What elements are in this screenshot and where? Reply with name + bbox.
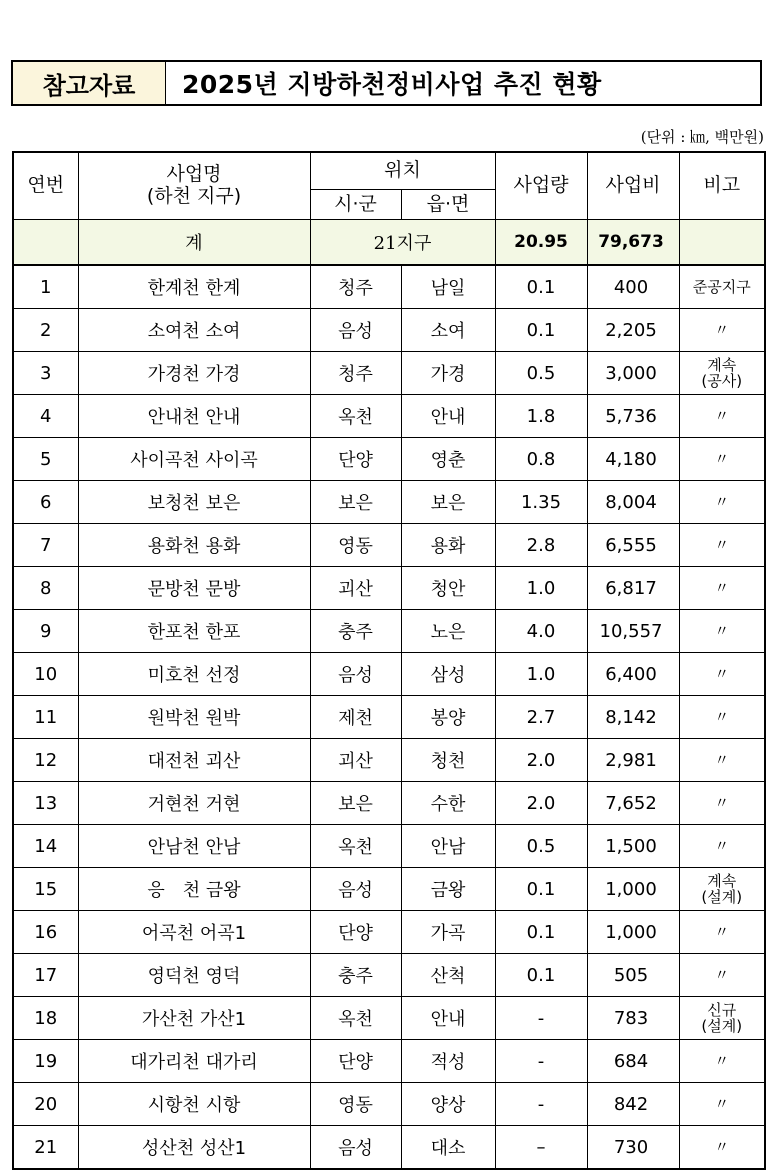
- row-cost: 6,817: [587, 567, 679, 610]
- row-river: 성산천: [141, 1138, 195, 1159]
- row-project-name: [78, 524, 310, 567]
- row-town: 가경: [401, 352, 495, 395]
- row-amount: 0.5: [495, 352, 587, 395]
- row-river: 가산천: [141, 1009, 195, 1030]
- row-amount: 0.1: [495, 954, 587, 997]
- table-row: [13, 610, 765, 653]
- row-remark-line1: 〃: [714, 1137, 730, 1156]
- row-amount: 0.1: [495, 309, 587, 352]
- row-river: 문방천: [147, 579, 200, 600]
- header-name-line1: 사업명: [166, 163, 222, 186]
- row-river: 미호천: [147, 665, 200, 686]
- row-project-name: [78, 696, 310, 739]
- row-river: 안남천: [147, 837, 200, 858]
- row-remark: [679, 696, 765, 739]
- header-name-line2: (하천 지구): [146, 185, 242, 207]
- total-row: [13, 220, 765, 266]
- row-river: 한계천: [147, 278, 200, 299]
- row-amount: 1.35: [495, 481, 587, 524]
- row-cost: 2,981: [587, 739, 679, 782]
- row-remark-line1: 〃: [714, 793, 730, 812]
- row-cost: 684: [587, 1040, 679, 1083]
- row-remark-line1: 〃: [714, 406, 730, 425]
- total-empty-no: [13, 220, 78, 266]
- row-remark: [679, 911, 765, 954]
- row-town: 남일: [401, 265, 495, 309]
- row-city: 단양: [310, 438, 401, 481]
- row-project-name: [78, 1126, 310, 1170]
- row-project-name: [78, 911, 310, 954]
- row-remark-line1: 〃: [714, 1094, 730, 1113]
- row-remark-line1: 〃: [714, 535, 730, 554]
- total-amount: 20.95: [495, 220, 587, 266]
- row-remark: [679, 395, 765, 438]
- row-river: 영덕천: [147, 966, 200, 987]
- row-town: 영춘: [401, 438, 495, 481]
- row-district: 보은: [205, 493, 241, 514]
- row-river: 어곡천: [141, 923, 195, 944]
- total-empty-remark: [679, 220, 765, 266]
- row-project-name: [78, 653, 310, 696]
- table-row: [13, 696, 765, 739]
- table-row: [13, 352, 765, 395]
- table-row: [13, 954, 765, 997]
- row-town: 적성: [401, 1040, 495, 1083]
- row-project-name: [78, 1040, 310, 1083]
- row-city: 충주: [310, 954, 401, 997]
- row-amount: 0.1: [495, 868, 587, 911]
- row-district: 영덕: [205, 966, 241, 987]
- row-no: 5: [13, 438, 78, 481]
- row-remark: [679, 1040, 765, 1083]
- header-remarks: 비고: [679, 152, 765, 220]
- row-remark-line1: 〃: [714, 836, 730, 855]
- row-cost: 7,652: [587, 782, 679, 825]
- row-city: 청주: [310, 265, 401, 309]
- row-no: 19: [13, 1040, 78, 1083]
- row-river: 소여천: [147, 321, 200, 342]
- table-row: [13, 911, 765, 954]
- row-district: 시항: [205, 1095, 241, 1116]
- row-district: 금왕: [205, 880, 241, 901]
- row-town: 삼성: [401, 653, 495, 696]
- row-cost: 400: [587, 265, 679, 309]
- row-amount: -: [495, 997, 587, 1040]
- row-district: 대가리: [205, 1052, 258, 1073]
- row-no: 13: [13, 782, 78, 825]
- row-cost: 8,142: [587, 696, 679, 739]
- row-cost: 1,500: [587, 825, 679, 868]
- row-remark-line1: 〃: [714, 449, 730, 468]
- table-row: [13, 653, 765, 696]
- row-project-name: [78, 352, 310, 395]
- row-city: 충주: [310, 610, 401, 653]
- table-row: [13, 782, 765, 825]
- row-river: 대가리천: [130, 1052, 200, 1073]
- row-district: 사이곡: [205, 450, 258, 471]
- table-row: [13, 997, 765, 1040]
- row-city: 단양: [310, 911, 401, 954]
- row-amount: 0.5: [495, 825, 587, 868]
- row-project-name: [78, 825, 310, 868]
- row-amount: 2.8: [495, 524, 587, 567]
- row-remark: [679, 610, 765, 653]
- row-no: 9: [13, 610, 78, 653]
- table-row: [13, 481, 765, 524]
- row-town: 안내: [401, 997, 495, 1040]
- row-remark: [679, 524, 765, 567]
- row-remark: [679, 1083, 765, 1126]
- row-river: 거현천: [147, 794, 200, 815]
- row-river: 가경천: [147, 364, 200, 385]
- row-district: 한포: [205, 622, 241, 643]
- row-city: 음성: [310, 868, 401, 911]
- row-cost: 6,400: [587, 653, 679, 696]
- table-row: [13, 1126, 765, 1170]
- row-project-name: [78, 1083, 310, 1126]
- row-no: 16: [13, 911, 78, 954]
- row-no: 17: [13, 954, 78, 997]
- row-remark: [679, 825, 765, 868]
- row-no: 8: [13, 567, 78, 610]
- row-town: 보은: [401, 481, 495, 524]
- row-remark-line2: (공사): [701, 372, 743, 390]
- row-cost: 1,000: [587, 868, 679, 911]
- row-no: 4: [13, 395, 78, 438]
- header-no: 연번: [13, 152, 78, 220]
- row-amount: 0.8: [495, 438, 587, 481]
- row-remark-line1: 준공지구: [692, 277, 751, 296]
- row-no: 7: [13, 524, 78, 567]
- row-no: 11: [13, 696, 78, 739]
- row-city: 음성: [310, 309, 401, 352]
- table-row: [13, 868, 765, 911]
- row-river: 보청천: [147, 493, 200, 514]
- row-remark-line1: 계속: [707, 871, 737, 890]
- table-row: [13, 524, 765, 567]
- row-amount: 4.0: [495, 610, 587, 653]
- row-project-name: [78, 438, 310, 481]
- row-amount: 2.0: [495, 739, 587, 782]
- table-row: [13, 309, 765, 352]
- row-city: 옥천: [310, 997, 401, 1040]
- row-remark: [679, 309, 765, 352]
- row-river: 응 천: [147, 880, 201, 901]
- row-amount: -: [495, 1040, 587, 1083]
- row-river: 시항천: [147, 1095, 200, 1116]
- row-remark: [679, 997, 765, 1040]
- row-district: 안내: [205, 407, 241, 428]
- row-district: 거현: [205, 794, 241, 815]
- row-remark-line1: 〃: [714, 1051, 730, 1070]
- row-city: 음성: [310, 1126, 401, 1170]
- row-remark: [679, 352, 765, 395]
- row-city: 영동: [310, 1083, 401, 1126]
- row-amount: 0.1: [495, 911, 587, 954]
- row-town: 수한: [401, 782, 495, 825]
- row-town: 양상: [401, 1083, 495, 1126]
- project-table: [12, 151, 766, 1170]
- header-city: 시·군: [310, 190, 401, 220]
- row-cost: 730: [587, 1126, 679, 1170]
- row-no: 14: [13, 825, 78, 868]
- row-city: 청주: [310, 352, 401, 395]
- row-no: 1: [13, 265, 78, 309]
- row-cost: 2,205: [587, 309, 679, 352]
- row-amount: -: [495, 1083, 587, 1126]
- row-remark: [679, 1126, 765, 1170]
- table-row: [13, 1083, 765, 1126]
- row-remark: [679, 567, 765, 610]
- row-district: 어곡1: [199, 923, 247, 944]
- row-district: 소여: [205, 321, 241, 342]
- row-amount: 1.0: [495, 567, 587, 610]
- table-row: [13, 438, 765, 481]
- row-cost: 4,180: [587, 438, 679, 481]
- row-cost: 842: [587, 1083, 679, 1126]
- total-label: 계: [78, 220, 310, 266]
- row-city: 영동: [310, 524, 401, 567]
- row-city: 제천: [310, 696, 401, 739]
- row-town: 노은: [401, 610, 495, 653]
- row-city: 단양: [310, 1040, 401, 1083]
- row-amount: 1.0: [495, 653, 587, 696]
- header-cost: 사업비: [587, 152, 679, 220]
- row-cost: 505: [587, 954, 679, 997]
- row-project-name: [78, 997, 310, 1040]
- row-town: 안남: [401, 825, 495, 868]
- row-no: 2: [13, 309, 78, 352]
- row-remark-line1: 〃: [714, 578, 730, 597]
- row-town: 소여: [401, 309, 495, 352]
- row-river: 한포천: [147, 622, 200, 643]
- row-remark-line1: 〃: [714, 320, 730, 339]
- row-remark: [679, 265, 765, 309]
- row-no: 12: [13, 739, 78, 782]
- page-title: 2025년 지방하천정비사업 추진 현황: [182, 70, 602, 99]
- row-no: 21: [13, 1126, 78, 1170]
- row-remark: [679, 868, 765, 911]
- row-river: 대전천: [147, 751, 200, 772]
- total-districts: 21지구: [310, 220, 495, 266]
- row-city: 옥천: [310, 395, 401, 438]
- row-remark-line1: 〃: [714, 922, 730, 941]
- row-district: 문방: [205, 579, 241, 600]
- row-city: 음성: [310, 653, 401, 696]
- table-row: [13, 567, 765, 610]
- row-project-name: [78, 610, 310, 653]
- row-amount: –: [495, 1126, 587, 1170]
- row-district: 안남: [205, 837, 241, 858]
- unit-note: (단위 : ㎞, 백만원): [640, 128, 764, 146]
- header-name: [78, 152, 310, 220]
- row-no: 6: [13, 481, 78, 524]
- row-remark-line1: 〃: [714, 492, 730, 511]
- row-town: 청안: [401, 567, 495, 610]
- row-remark: [679, 954, 765, 997]
- table-row: [13, 265, 765, 309]
- row-no: 20: [13, 1083, 78, 1126]
- row-district: 성산1: [199, 1138, 247, 1159]
- row-river: 사이곡천: [130, 450, 200, 471]
- row-river: 용화천: [147, 536, 200, 557]
- row-district: 선정: [205, 665, 241, 686]
- row-remark-line1: 계속: [707, 355, 737, 374]
- row-remark: [679, 653, 765, 696]
- row-remark-line1: 신규: [707, 1000, 737, 1019]
- row-city: 괴산: [310, 567, 401, 610]
- row-amount: 2.7: [495, 696, 587, 739]
- row-project-name: [78, 309, 310, 352]
- row-project-name: [78, 265, 310, 309]
- row-project-name: [78, 954, 310, 997]
- row-river: 원박천: [147, 708, 200, 729]
- row-remark: [679, 438, 765, 481]
- row-cost: 10,557: [587, 610, 679, 653]
- row-amount: 1.8: [495, 395, 587, 438]
- header-location: 위치: [310, 152, 495, 190]
- row-town: 산척: [401, 954, 495, 997]
- row-remark-line1: 〃: [714, 664, 730, 683]
- header-town: 읍·면: [401, 190, 495, 220]
- row-remark-line2: (설계): [701, 888, 743, 906]
- row-cost: 8,004: [587, 481, 679, 524]
- row-town: 가곡: [401, 911, 495, 954]
- row-project-name: [78, 868, 310, 911]
- row-district: 가산1: [199, 1009, 247, 1030]
- row-town: 금왕: [401, 868, 495, 911]
- table-row: [13, 1040, 765, 1083]
- table-row: [13, 395, 765, 438]
- title-tag: 참고자료: [13, 62, 166, 104]
- row-project-name: [78, 739, 310, 782]
- row-no: 18: [13, 997, 78, 1040]
- title-box: [11, 60, 762, 106]
- row-amount: 2.0: [495, 782, 587, 825]
- row-district: 괴산: [205, 751, 241, 772]
- row-town: 대소: [401, 1126, 495, 1170]
- row-district: 한계: [205, 278, 241, 299]
- row-cost: 6,555: [587, 524, 679, 567]
- row-amount: 0.1: [495, 265, 587, 309]
- row-project-name: [78, 395, 310, 438]
- row-city: 옥천: [310, 825, 401, 868]
- row-remark-line2: (설계): [701, 1017, 743, 1035]
- row-town: 청천: [401, 739, 495, 782]
- row-no: 10: [13, 653, 78, 696]
- row-district: 용화: [205, 536, 241, 557]
- row-river: 안내천: [147, 407, 200, 428]
- table-row: [13, 739, 765, 782]
- row-no: 15: [13, 868, 78, 911]
- row-cost: 783: [587, 997, 679, 1040]
- row-remark-line1: 〃: [714, 965, 730, 984]
- total-cost: 79,673: [587, 220, 679, 266]
- row-district: 가경: [205, 364, 241, 385]
- row-project-name: [78, 782, 310, 825]
- row-cost: 3,000: [587, 352, 679, 395]
- row-remark: [679, 481, 765, 524]
- row-town: 봉양: [401, 696, 495, 739]
- row-city: 괴산: [310, 739, 401, 782]
- row-remark-line1: 〃: [714, 707, 730, 726]
- table-row: [13, 825, 765, 868]
- row-remark-line1: 〃: [714, 621, 730, 640]
- row-cost: 1,000: [587, 911, 679, 954]
- row-cost: 5,736: [587, 395, 679, 438]
- row-project-name: [78, 481, 310, 524]
- row-district: 원박: [205, 708, 241, 729]
- row-town: 안내: [401, 395, 495, 438]
- row-project-name: [78, 567, 310, 610]
- header-amount: 사업량: [495, 152, 587, 220]
- row-remark: [679, 739, 765, 782]
- row-city: 보은: [310, 782, 401, 825]
- row-city: 보은: [310, 481, 401, 524]
- row-town: 용화: [401, 524, 495, 567]
- row-remark-line1: 〃: [714, 750, 730, 769]
- row-no: 3: [13, 352, 78, 395]
- row-remark: [679, 782, 765, 825]
